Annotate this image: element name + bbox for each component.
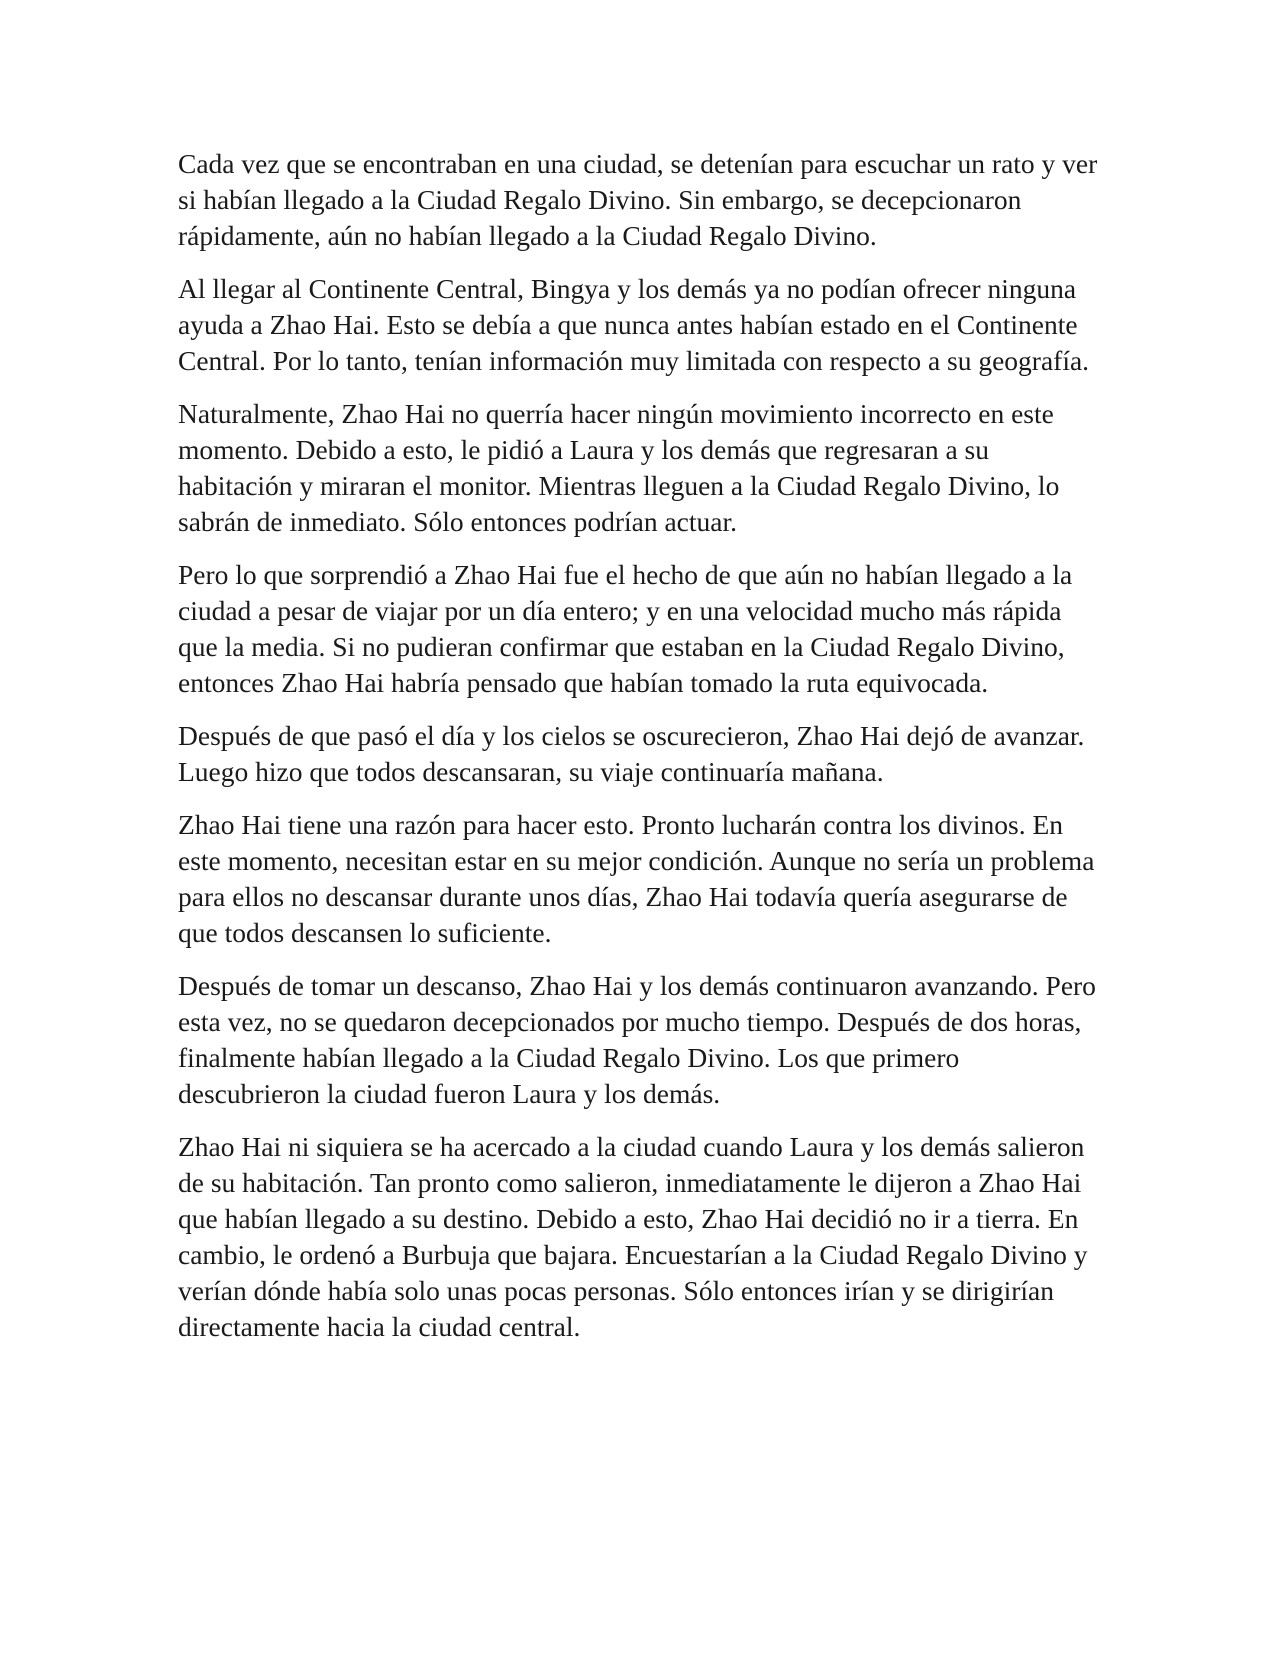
paragraph-2: Al llegar al Continente Central, Bingya y los demás ya no podían ofrecer ninguna ayuda a Zhao Hai. Esto se debía a que nunca antes habían estado en el Continente Central. Por lo tanto, tenían información muy limitada con respecto a su geografía. <box>178 273 1090 376</box>
paragraph-4: Pero lo que sorprendió a Zhao Hai fue el hecho de que aún no habían llegado a la ciudad a pesar de viajar por un día entero; y en una velocidad mucho más rápida que la media. Si no pudieran confirmar que estaban en la Ciudad Regalo Divino, entonces Zhao Hai habría pensado que habían tomado la ruta equivocada. <box>178 559 1073 698</box>
paragraph-3: Naturalmente, Zhao Hai no querría hacer ningún movimiento incorrecto en este momento. Debido a esto, le pidió a Laura y los demás que regresaran a su habitación y miraran el monitor. Mientras lleguen a la Ciudad Regalo Divino, lo sabrán de inmediato. Sólo entonces podrían actuar. <box>178 398 1060 537</box>
paragraph-6: Zhao Hai tiene una razón para hacer esto. Pronto lucharán contra los divinos. En este momento, necesitan estar en su mejor condición. Aunque no sería un problema para ellos no descansar durante unos días, Zhao Hai todavía quería asegurarse de que todos descansen lo suficiente. <box>178 809 1095 948</box>
paragraph-5: Después de que pasó el día y los cielos se oscurecieron, Zhao Hai dejó de avanzar. Luego hizo que todos descansaran, su viaje continuaría mañana. <box>178 720 1085 787</box>
document-body <box>178 146 1108 1362</box>
paragraph-7: Después de tomar un descanso, Zhao Hai y los demás continuaron avanzando. Pero esta vez, no se quedaron decepcionados por mucho tiempo. Después de dos horas, finalmente habían llegado a la Ciudad Regalo Divino. Los que primero descubrieron la ciudad fueron Laura y los demás. <box>178 970 1096 1109</box>
paragraph-1: Cada vez que se encontraban en una ciudad, se detenían para escuchar un rato y ver si habían llegado a la Ciudad Regalo Divino. Sin embargo, se decepcionaron rápidamente, aún no habían llegado a la Ciudad Regalo Divino. <box>178 148 1098 251</box>
paragraph-8: Zhao Hai ni siquiera se ha acercado a la ciudad cuando Laura y los demás salieron de su habitación. Tan pronto como salieron, inmediatamente le dijeron a Zhao Hai que habían llegado a su destino. Debido a esto, Zhao Hai decidió no ir a tierra. En cambio, le ordenó a Burbuja que bajara. Encuestarían a la Ciudad Regalo Divino y verían dónde había solo unas pocas personas. Sólo entonces irían y se dirigirían directamente hacia la ciudad central. <box>178 1131 1088 1342</box>
